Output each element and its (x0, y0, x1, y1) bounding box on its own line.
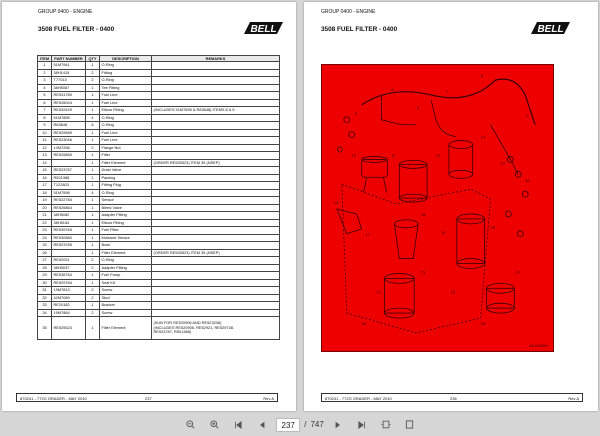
fit-width-button[interactable] (376, 417, 396, 433)
cell-part-number: RE526044 (52, 99, 86, 107)
cell-remarks (152, 99, 280, 107)
footer-rev: Rev A (263, 396, 274, 401)
cell-remarks (152, 242, 280, 250)
header-item: ITEM (38, 56, 52, 62)
cell-part-number: RE529589 (52, 129, 86, 137)
pdf-page-left (2, 2, 296, 411)
table-row (38, 167, 280, 175)
cell-item: 34 (38, 309, 52, 317)
svg-text:15: 15 (525, 178, 530, 184)
cell-qty: 1 (86, 107, 100, 115)
cell-part-number: 38H5087 (52, 84, 86, 92)
cell-qty: 2 (86, 77, 100, 85)
cell-description: Fuel Pump (100, 272, 152, 280)
cell-item: 24 (38, 234, 52, 242)
cell-qty: 1 (86, 92, 100, 100)
cell-part-number: RE530580 (52, 234, 86, 242)
cell-description: Stud (100, 294, 152, 302)
table-row (38, 234, 280, 242)
cell-description: O-Ring (100, 122, 152, 130)
cell-description: Fitting Plug (100, 182, 152, 190)
cell-qty: 1 (86, 174, 100, 182)
cell-part-number (52, 159, 86, 167)
cell-qty: 1 (86, 219, 100, 227)
cell-remarks: (INCLUDES 51M7895 & R63648) ITEMS 8 & 5 (152, 107, 280, 115)
cell-remarks (152, 257, 280, 265)
cell-qty: 1 (86, 227, 100, 235)
cell-description: Fitting (100, 69, 152, 77)
cell-item: 5 (38, 92, 52, 100)
cell-item: 14 (38, 159, 52, 167)
cell-description: Bleed Valve (100, 204, 152, 212)
cell-part-number: T122803 (52, 182, 86, 190)
cell-description: Packing (100, 174, 152, 182)
svg-text:10: 10 (351, 152, 357, 158)
cell-item: 30 (38, 279, 52, 287)
cell-part-number: 19M7864 (52, 309, 86, 317)
cell-description: Bracket (100, 302, 152, 310)
svg-text:6: 6 (417, 104, 420, 110)
cell-qty: 1 (86, 159, 100, 167)
cell-remarks: (SUB FOR RE520906 AND RE523236) (INCLUDES RE520906, RE52921, RE529738, RE523787, R501388) (152, 317, 280, 340)
prev-page-icon (258, 421, 266, 429)
svg-text:20: 20 (490, 224, 495, 230)
table-row (38, 152, 280, 160)
cell-part-number: RE539765 (52, 227, 86, 235)
footer-doc: 870241 - 772G GRADER - MAY 2010 (325, 396, 392, 401)
cell-qty: 1 (86, 99, 100, 107)
table-row (38, 264, 280, 272)
cell-description: Fuel Line (100, 92, 152, 100)
cell-item: 26 (38, 249, 52, 257)
cell-description: Elbow Fitting (100, 107, 152, 115)
zoom-out-icon (186, 420, 195, 429)
svg-text:8: 8 (480, 73, 483, 79)
table-row (38, 99, 280, 107)
cell-description: O-Ring (100, 189, 152, 197)
table-row (38, 197, 280, 205)
cell-part-number: 51M7941 (52, 62, 86, 70)
section-title: 3508 FUEL FILTER - 0400 (321, 26, 398, 33)
cell-remarks (152, 182, 280, 190)
table-row (38, 242, 280, 250)
cell-item: 9 (38, 122, 52, 130)
diagram-reference: NX1234567 (529, 343, 549, 348)
cell-qty: 1 (86, 317, 100, 340)
cell-remarks (152, 189, 280, 197)
cell-item: 1 (38, 62, 52, 70)
cell-remarks (152, 84, 280, 92)
table-row (38, 137, 280, 145)
cell-description: Seal Kit (100, 279, 152, 287)
table-row (38, 219, 280, 227)
cell-part-number: RE522784 (52, 197, 86, 205)
cell-part-number: R501388 (52, 174, 86, 182)
cell-qty: 1 (86, 137, 100, 145)
pdf-page-right (304, 2, 598, 411)
parts-table (37, 55, 280, 340)
last-page-icon (358, 421, 366, 429)
cell-qty: 2 (86, 309, 100, 317)
cell-remarks (152, 69, 280, 77)
svg-text:11: 11 (391, 152, 396, 158)
svg-text:9: 9 (526, 112, 529, 118)
svg-text:7: 7 (445, 88, 449, 94)
cell-qty: 2 (86, 294, 100, 302)
table-row (38, 317, 280, 340)
cell-description: Elbow Fitting (100, 219, 152, 227)
total-pages: 747 (310, 420, 324, 429)
cell-qty: 1 (86, 272, 100, 280)
cell-remarks (152, 302, 280, 310)
cell-item: 33 (38, 302, 52, 310)
table-row (38, 189, 280, 197)
cell-item: 27 (38, 257, 52, 265)
svg-text:25: 25 (480, 320, 486, 326)
cell-remarks (152, 137, 280, 145)
bell-logo (529, 20, 571, 36)
cell-description: O-Ring (100, 257, 152, 265)
cell-remarks (152, 287, 280, 295)
cell-qty: 2 (86, 287, 100, 295)
fit-page-icon (405, 420, 414, 429)
cell-part-number: RE526864 (52, 204, 86, 212)
cell-part-number: RE523785 (52, 242, 86, 250)
cell-item: 19 (38, 197, 52, 205)
table-row (38, 212, 280, 220)
svg-text:18: 18 (421, 211, 426, 217)
table-row (38, 249, 280, 257)
cell-item: 16 (38, 174, 52, 182)
zoom-out-button[interactable] (180, 417, 200, 433)
cell-part-number: RE532429 (52, 107, 86, 115)
table-row (38, 92, 280, 100)
cell-description: Filter Element (100, 317, 152, 340)
cell-part-number (52, 249, 86, 257)
header-part-number: PART NUMBER (52, 56, 86, 62)
cell-part-number: 38H5154 (52, 219, 86, 227)
svg-text:5: 5 (391, 87, 394, 93)
table-row (38, 144, 280, 152)
svg-text:14: 14 (500, 160, 505, 166)
current-page-input[interactable]: 237 (276, 418, 300, 432)
svg-text:4: 4 (369, 96, 372, 102)
cell-item: 17 (38, 182, 52, 190)
header-description: DESCRIPTION (100, 56, 152, 62)
next-page-icon (334, 421, 342, 429)
table-row (38, 302, 280, 310)
cell-qty: 1 (86, 279, 100, 287)
cell-remarks (152, 92, 280, 100)
cell-description: Bowl (100, 242, 152, 250)
page-separator: / (304, 420, 307, 429)
next-page-button[interactable] (328, 417, 348, 433)
viewer-toolbar (0, 413, 600, 436)
cell-description: Moisture Sensor (100, 234, 152, 242)
table-row (38, 159, 280, 167)
cell-qty: 1 (86, 129, 100, 137)
diagram-drawing (322, 65, 553, 351)
cell-description: Drain Valve (100, 167, 152, 175)
svg-text:16: 16 (333, 200, 339, 206)
cell-part-number: RE20182 (52, 302, 86, 310)
cell-remarks (152, 294, 280, 302)
cell-item: 32 (38, 294, 52, 302)
cell-qty: 1 (86, 167, 100, 175)
cell-description: Screw (100, 309, 152, 317)
cell-qty: 1 (86, 62, 100, 70)
cell-item: 31 (38, 287, 52, 295)
footer-page-number: 236 (450, 396, 457, 401)
cell-item: 12 (38, 144, 52, 152)
cell-item: 7 (38, 107, 52, 115)
cell-remarks (152, 219, 280, 227)
table-row (38, 84, 280, 92)
svg-text:19: 19 (440, 229, 446, 235)
cell-remarks (152, 309, 280, 317)
cell-remarks (152, 234, 280, 242)
cell-item: 6 (38, 99, 52, 107)
table-row (38, 272, 280, 280)
cell-description: Sensor (100, 197, 152, 205)
fit-page-button[interactable] (400, 417, 420, 433)
svg-text:26: 26 (361, 320, 367, 326)
cell-remarks (152, 227, 280, 235)
cell-item: 20 (38, 204, 52, 212)
cell-part-number: T77013 (52, 77, 86, 85)
zoom-in-icon (210, 420, 219, 429)
cell-part-number: 14M7296 (52, 144, 86, 152)
cell-item: 4 (38, 84, 52, 92)
cell-remarks (152, 167, 280, 175)
cell-qty: 2 (86, 144, 100, 152)
cell-remarks (152, 279, 280, 287)
cell-qty: 1 (86, 242, 100, 250)
cell-item: 10 (38, 129, 52, 137)
cell-item: 21 (38, 212, 52, 220)
last-page-button[interactable] (352, 417, 372, 433)
table-row (38, 129, 280, 137)
cell-description: O-Ring (100, 114, 152, 122)
table-row (38, 287, 280, 295)
cell-description: Screw (100, 287, 152, 295)
cell-remarks (152, 77, 280, 85)
cell-qty: 1 (86, 182, 100, 190)
cell-description: Flange Nut (100, 144, 152, 152)
section-title: 3508 FUEL FILTER - 0400 (38, 26, 115, 33)
cell-qty: 1 (86, 197, 100, 205)
cell-item: 13 (38, 152, 52, 160)
cell-remarks: (ORDER RE525523) ITEM 35 (NSEP) (152, 159, 280, 167)
exploded-parts-diagram (321, 64, 554, 352)
zoom-in-button[interactable] (204, 417, 224, 433)
table-row (38, 62, 280, 70)
cell-description: Filter Element (100, 249, 152, 257)
table-row (38, 107, 280, 115)
table-row (38, 174, 280, 182)
brand-text: BELL (250, 24, 277, 35)
cell-qty: 6 (86, 122, 100, 130)
header-remarks: REMARKS (152, 56, 280, 62)
cell-part-number: RE523787 (52, 167, 86, 175)
cell-qty: 2 (86, 264, 100, 272)
cell-qty: 2 (86, 69, 100, 77)
fit-width-icon (381, 420, 391, 429)
brand-text: BELL (537, 24, 564, 35)
cell-part-number: 38H1415 (52, 69, 86, 77)
svg-text:13: 13 (480, 134, 486, 140)
cell-part-number: 38H5037 (52, 264, 86, 272)
cell-remarks (152, 62, 280, 70)
cell-item: 11 (38, 137, 52, 145)
first-page-button[interactable] (228, 417, 248, 433)
cell-item: 25 (38, 242, 52, 250)
cell-remarks (152, 122, 280, 130)
cell-description: Fuel Filter (100, 227, 152, 235)
cell-remarks (152, 114, 280, 122)
prev-page-button[interactable] (252, 417, 272, 433)
footer-page-number: 237 (145, 396, 152, 401)
table-row (38, 114, 280, 122)
cell-description: Tee Fitting (100, 84, 152, 92)
cell-remarks (152, 152, 280, 160)
svg-text:3: 3 (354, 110, 357, 116)
cell-remarks (152, 197, 280, 205)
footer-rev: Rev A (568, 396, 579, 401)
table-row (38, 294, 280, 302)
cell-item: 2 (38, 69, 52, 77)
cell-item: 35 (38, 317, 52, 340)
cell-item: 28 (38, 264, 52, 272)
cell-qty: 1 (86, 204, 100, 212)
table-row (38, 69, 280, 77)
cell-item: 3 (38, 77, 52, 85)
svg-text:22: 22 (376, 289, 381, 295)
cell-part-number: 51M7895 (52, 114, 86, 122)
cell-qty: 1 (86, 84, 100, 92)
cell-part-number: R63648 (52, 122, 86, 130)
svg-text:23: 23 (450, 289, 456, 295)
cell-item: 18 (38, 189, 52, 197)
cell-remarks (152, 129, 280, 137)
group-label: GROUP 0400 - ENGINE (38, 9, 93, 15)
cell-qty: 1 (86, 234, 100, 242)
table-row (38, 309, 280, 317)
table-row (38, 182, 280, 190)
cell-description: Fuel Line (100, 99, 152, 107)
table-row (38, 227, 280, 235)
cell-qty: 2 (86, 257, 100, 265)
cell-part-number: 42M7089 (52, 294, 86, 302)
cell-item: 8 (38, 114, 52, 122)
header-qty: QTY (86, 56, 100, 62)
cell-description: Filter (100, 152, 152, 160)
table-row (38, 122, 280, 130)
table-row (38, 257, 280, 265)
page-footer (321, 393, 583, 402)
cell-description: Fuel Line (100, 129, 152, 137)
page-footer (16, 393, 278, 402)
cell-part-number: RE52021 (52, 257, 86, 265)
svg-text:24: 24 (515, 269, 520, 275)
table-row (38, 204, 280, 212)
cell-part-number: RE529784 (52, 279, 86, 287)
cell-part-number: RE525523 (52, 317, 86, 340)
cell-part-number: 19M7813 (52, 287, 86, 295)
cell-description: Adapter Fitting (100, 212, 152, 220)
cell-part-number: RE523046 (52, 137, 86, 145)
cell-part-number: 51M7598 (52, 189, 86, 197)
cell-part-number: RE536784 (52, 272, 86, 280)
cell-qty: 1 (86, 212, 100, 220)
cell-part-number: RE526865 (52, 152, 86, 160)
cell-remarks (152, 212, 280, 220)
cell-item: 29 (38, 272, 52, 280)
cell-description: O-Ring (100, 62, 152, 70)
table-row (38, 77, 280, 85)
cell-qty: 1 (86, 302, 100, 310)
group-label: GROUP 0400 - ENGINE (321, 9, 376, 15)
cell-item: 23 (38, 227, 52, 235)
svg-text:17: 17 (365, 231, 371, 237)
cell-remarks (152, 174, 280, 182)
cell-description: Adapter Fitting (100, 264, 152, 272)
cell-part-number: RE531780 (52, 92, 86, 100)
cell-description: Filter Element (100, 159, 152, 167)
cell-qty: 1 (86, 249, 100, 257)
first-page-icon (234, 421, 242, 429)
footer-doc: 870241 - 772G GRADER - MAY 2010 (20, 396, 87, 401)
cell-remarks (152, 264, 280, 272)
table-row (38, 279, 280, 287)
svg-text:12: 12 (436, 152, 441, 158)
cell-description: O-Ring (100, 77, 152, 85)
cell-remarks (152, 204, 280, 212)
bell-logo (242, 20, 284, 36)
cell-description: Fuel Line (100, 137, 152, 145)
cell-item: 22 (38, 219, 52, 227)
cell-part-number: 38H5082 (52, 212, 86, 220)
cell-remarks (152, 272, 280, 280)
cell-item: 15 (38, 167, 52, 175)
cell-remarks: (ORDER RE525523) ITEM 35 (NSEP) (152, 249, 280, 257)
cell-qty: 4 (86, 189, 100, 197)
cell-remarks (152, 144, 280, 152)
cell-qty: 4 (86, 114, 100, 122)
svg-text:21: 21 (421, 269, 426, 275)
cell-qty: 1 (86, 152, 100, 160)
